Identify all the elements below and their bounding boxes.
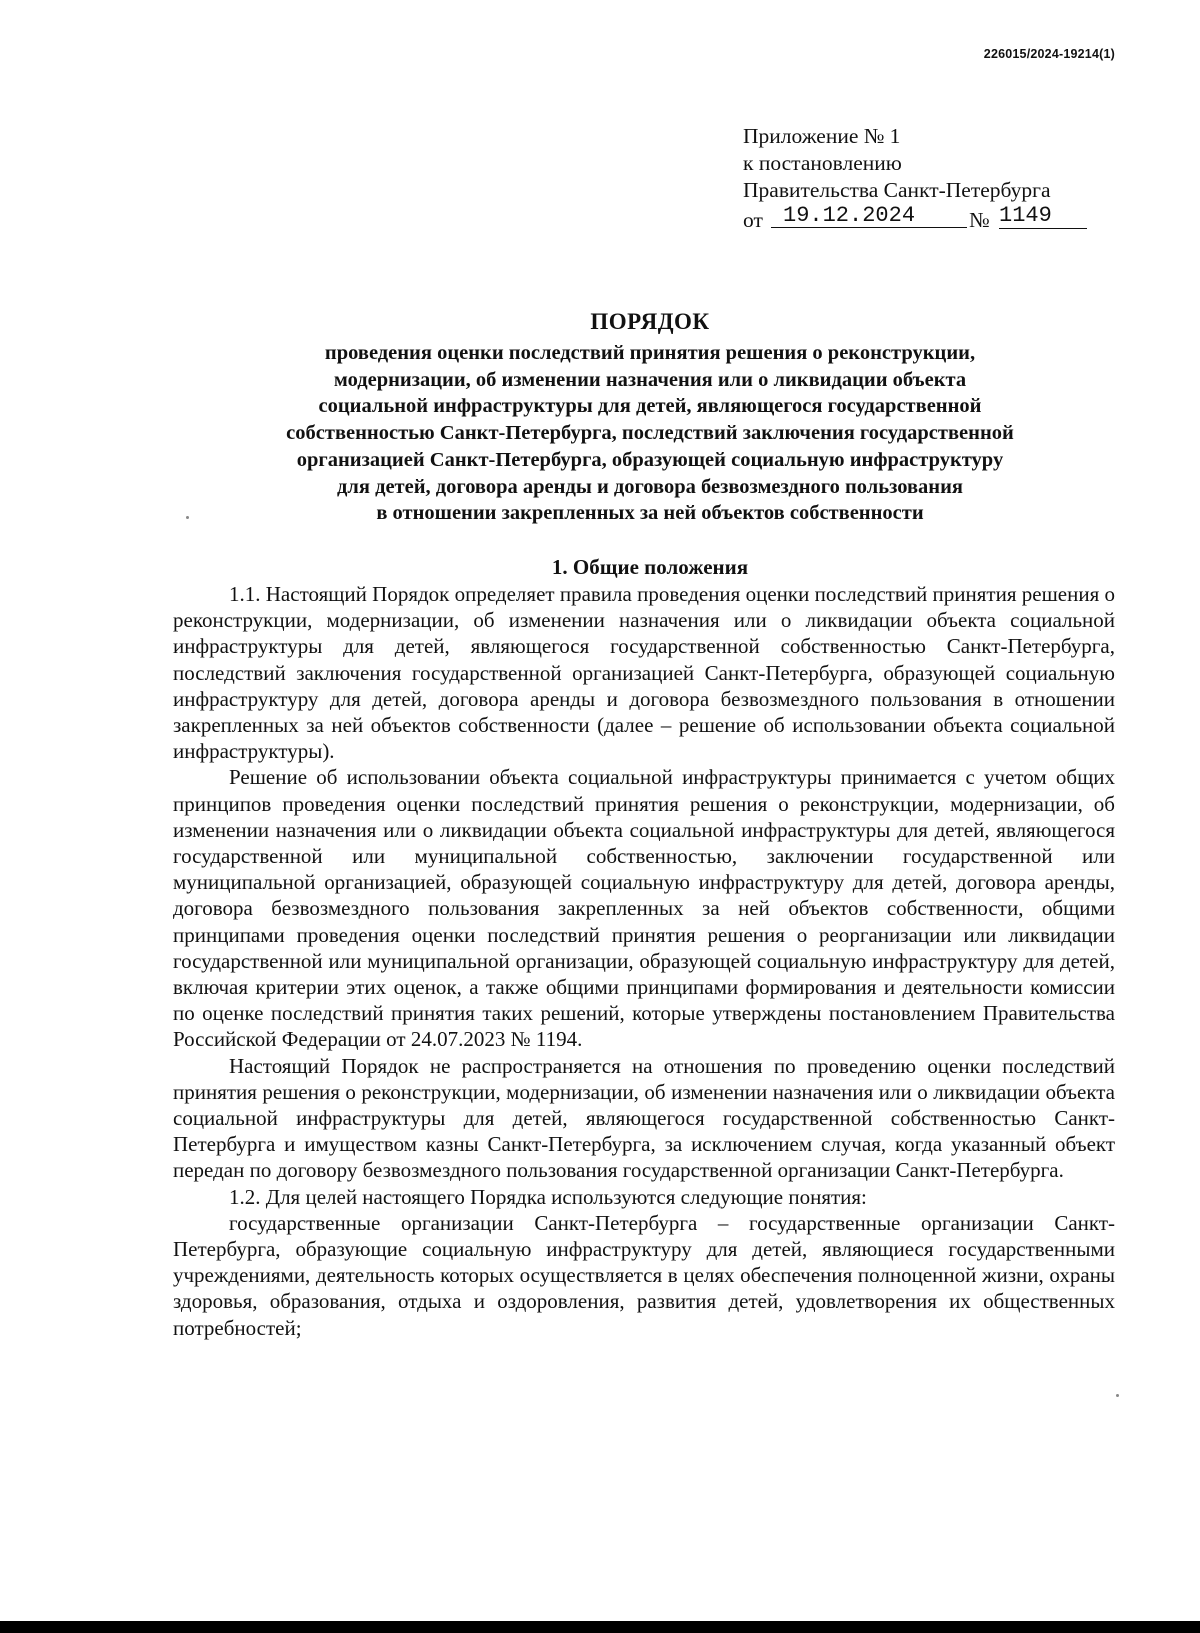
annex-block — [743, 123, 1103, 234]
scan-speck — [186, 516, 189, 519]
date-from-label: от — [743, 208, 763, 232]
annex-government-line: Правительства Санкт-Петербурга — [743, 178, 1051, 202]
body-text — [173, 581, 1115, 1341]
number-label: № — [969, 208, 990, 232]
subtitle-line: для детей, договора аренды и договора безвозмездного пользования — [336, 475, 964, 498]
subtitle-line: организацией Санкт-Петербурга, образующей социальную инфраструктуру — [296, 448, 1004, 471]
section-heading: 1. Общие положения — [551, 555, 749, 579]
resolution-number: 1149 — [999, 202, 1087, 229]
subtitle-line: в отношении закрепленных за ней объектов собственности — [376, 502, 924, 525]
scan-speck — [1116, 1394, 1119, 1397]
paragraph: государственные организации Санкт-Петербурга – государственные организации Санкт-Петербурга, образующие социальную инфраструктуру для детей, являющиеся государственными учреждениями, деятельность которых осуществляется в целях обеспечения полноценной жизни, охраны здоровья, образования, отдыха и оздоровления, развития детей, удовлетворения их общественных потребностей; — [173, 1210, 1115, 1340]
subtitle-line: проведения оценки последствий принятия решения о реконструкции, — [324, 342, 976, 364]
paragraph: Решение об использовании объекта социальной инфраструктуры принимается с учетом общих принципов проведения оценки последствий принятия решения о реконструкции, модернизации, об изменении назначения или о ликвидации объекта социальной инфраструктуры для детей, являющегося государственной или муниципальной собственностью, заключении государственной или муниципальной организацией, образующей социальную инфраструктуру для детей, договора аренды, договора безвозмездного пользования закрепленных за ней объектов собственности, общими принципами проведения оценки последствий принятия решения о реорганизации или ликвидации государственной или муниципальной организации, образующей социальную инфраструктуру для детей, включая критерии этих оценок, а также общими принципами формирования и деятельности комиссии по оценке последствий принятия таких решений, которые утверждены постановлением Правительства Российской Федерации от 24.07.2023 № 1194. — [173, 765, 1115, 1052]
annex-resolution-line: к постановлению — [743, 151, 902, 175]
subtitle-line: собственностью Санкт-Петербурга, последствий заключения государственной — [286, 422, 1014, 445]
paragraph: 1.2. Для целей настоящего Порядка используются следующие понятия: — [229, 1184, 867, 1209]
annex-date-row — [743, 204, 1103, 234]
document-subtitle — [150, 340, 1150, 527]
paragraph: 1.1. Настоящий Порядок определяет правила проведения оценки последствий принятия решения о реконструкции, модернизации, об изменении назначения или о ликвидации объекта социальной инфраструктуры для детей, являющегося государственной собственностью Санкт-Петербурга, последствий заключения государственной организацией Санкт-Петербурга, образующей социальную инфраструктуру для детей, договора аренды и договора безвозмездного пользования в отношении закрепленных за ней объектов собственности (далее – решение об использовании объекта социальной инфраструктуры). — [173, 582, 1115, 764]
subtitle-line: социальной инфраструктуры для детей, являющегося государственной — [318, 395, 982, 418]
document-title: ПОРЯДОК — [590, 309, 710, 334]
resolution-date: 19.12.2024 — [771, 202, 967, 228]
paragraph: Настоящий Порядок не распространяется на отношения по проведению оценки последствий принятия решения о реконструкции, модернизации, об изменении назначения или о ликвидации объекта социальной инфраструктуры для детей, являющегося государственной собственностью Санкт-Петербурга и имуществом казны Санкт-Петербурга, за исключением случая, когда указанный объект передан по договору безвозмездного пользования государственной организации Санкт-Петербурга. — [173, 1053, 1115, 1183]
scan-bottom-border — [0, 1621, 1200, 1633]
document-id: 226015/2024-19214(1) — [983, 47, 1115, 61]
subtitle-line: модернизации, об изменении назначения или о ликвидации объекта — [333, 368, 967, 391]
annex-number-line: Приложение № 1 — [743, 124, 901, 148]
